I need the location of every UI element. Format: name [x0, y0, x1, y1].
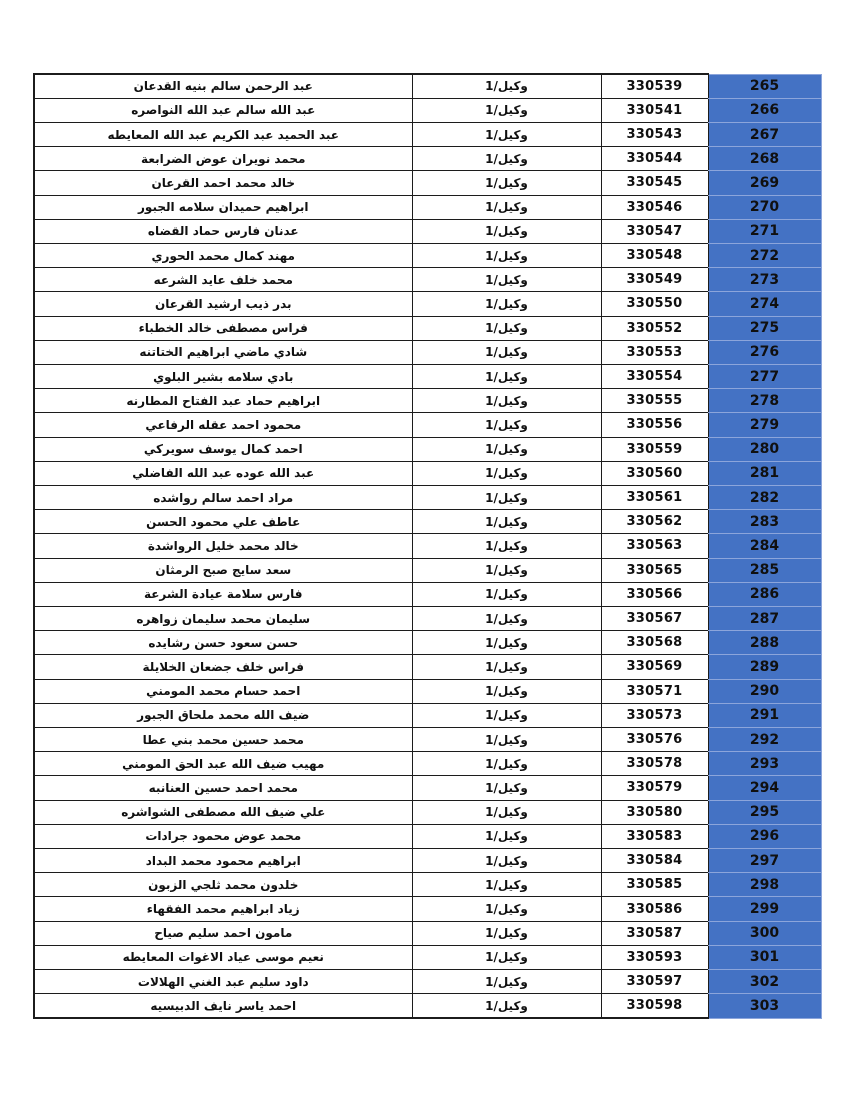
serial-number-cell: 303: [708, 994, 821, 1018]
role-cell: وكيل/1: [412, 897, 601, 921]
registration-id-cell: 330547: [601, 219, 708, 243]
registration-id-cell: 330569: [601, 655, 708, 679]
full-name-cell: سليمان محمد سليمان زواهره: [34, 606, 412, 630]
registration-id-cell: 330580: [601, 800, 708, 824]
full-name-cell: محمد نويران عوض الضرابعة: [34, 147, 412, 171]
full-name-cell: خالد محمد احمد القرعان: [34, 171, 412, 195]
full-name-cell: زياد ابراهيم محمد الفقهاء: [34, 897, 412, 921]
full-name-cell: عاطف علي محمود الحسن: [34, 510, 412, 534]
role-cell: وكيل/1: [412, 752, 601, 776]
serial-number-cell: 301: [708, 945, 821, 969]
role-cell: وكيل/1: [412, 413, 601, 437]
serial-number-cell: 265: [708, 74, 821, 98]
serial-number-cell: 289: [708, 655, 821, 679]
roster-table: [33, 73, 822, 1019]
table-row: [34, 873, 821, 897]
registration-id-cell: 330556: [601, 413, 708, 437]
registration-id-cell: 330553: [601, 340, 708, 364]
registration-id-cell: 330576: [601, 727, 708, 751]
registration-id-cell: 330597: [601, 970, 708, 994]
serial-number-cell: 268: [708, 147, 821, 171]
role-cell: وكيل/1: [412, 340, 601, 364]
full-name-cell: عبد الحميد عبد الكريم عبد الله المعايطه: [34, 122, 412, 146]
role-cell: وكيل/1: [412, 606, 601, 630]
table-row: [34, 994, 821, 1018]
registration-id-cell: 330543: [601, 122, 708, 146]
table-row: [34, 727, 821, 751]
serial-number-cell: 297: [708, 849, 821, 873]
role-cell: وكيل/1: [412, 147, 601, 171]
table-row: [34, 122, 821, 146]
table-row: [34, 849, 821, 873]
full-name-cell: محمد حسين محمد بني عطا: [34, 727, 412, 751]
role-cell: وكيل/1: [412, 655, 601, 679]
role-cell: وكيل/1: [412, 268, 601, 292]
role-cell: وكيل/1: [412, 558, 601, 582]
role-cell: وكيل/1: [412, 316, 601, 340]
registration-id-cell: 330541: [601, 98, 708, 122]
role-cell: وكيل/1: [412, 679, 601, 703]
table-row: [34, 437, 821, 461]
table-row: [34, 631, 821, 655]
full-name-cell: خلدون محمد ثلجي الزبون: [34, 873, 412, 897]
table-row: [34, 485, 821, 509]
serial-number-cell: 293: [708, 752, 821, 776]
role-cell: وكيل/1: [412, 389, 601, 413]
table-row: [34, 243, 821, 267]
serial-number-cell: 283: [708, 510, 821, 534]
full-name-cell: مراد احمد سالم رواشده: [34, 485, 412, 509]
table-row: [34, 316, 821, 340]
full-name-cell: نعيم موسى عياد الاغوات المعايطه: [34, 945, 412, 969]
registration-id-cell: 330598: [601, 994, 708, 1018]
full-name-cell: مامون احمد سليم صياح: [34, 921, 412, 945]
full-name-cell: عبد الله عوده عبد الله الفاضلي: [34, 461, 412, 485]
table-row: [34, 147, 821, 171]
table-row: [34, 558, 821, 582]
registration-id-cell: 330578: [601, 752, 708, 776]
full-name-cell: علي ضيف الله مصطفى الشواشره: [34, 800, 412, 824]
full-name-cell: محمد احمد حسين العنانبه: [34, 776, 412, 800]
registration-id-cell: 330562: [601, 510, 708, 534]
full-name-cell: احمد حسام محمد المومني: [34, 679, 412, 703]
table-row: [34, 776, 821, 800]
registration-id-cell: 330555: [601, 389, 708, 413]
registration-id-cell: 330546: [601, 195, 708, 219]
registration-id-cell: 330587: [601, 921, 708, 945]
role-cell: وكيل/1: [412, 970, 601, 994]
role-cell: وكيل/1: [412, 195, 601, 219]
serial-number-cell: 302: [708, 970, 821, 994]
registration-id-cell: 330571: [601, 679, 708, 703]
full-name-cell: محمد خلف عايد الشرعه: [34, 268, 412, 292]
serial-number-cell: 285: [708, 558, 821, 582]
table-row: [34, 970, 821, 994]
table-row: [34, 534, 821, 558]
serial-number-cell: 292: [708, 727, 821, 751]
serial-number-cell: 277: [708, 364, 821, 388]
registration-id-cell: 330566: [601, 582, 708, 606]
registration-id-cell: 330593: [601, 945, 708, 969]
role-cell: وكيل/1: [412, 243, 601, 267]
role-cell: وكيل/1: [412, 461, 601, 485]
serial-number-cell: 267: [708, 122, 821, 146]
registration-id-cell: 330560: [601, 461, 708, 485]
table-row: [34, 800, 821, 824]
full-name-cell: سعد سايج صبح الرمثان: [34, 558, 412, 582]
full-name-cell: فراس مصطفى خالد الخطباء: [34, 316, 412, 340]
role-cell: وكيل/1: [412, 776, 601, 800]
serial-number-cell: 282: [708, 485, 821, 509]
serial-number-cell: 274: [708, 292, 821, 316]
table-row: [34, 582, 821, 606]
table-row: [34, 74, 821, 98]
role-cell: وكيل/1: [412, 510, 601, 534]
registration-id-cell: 330579: [601, 776, 708, 800]
full-name-cell: ضيف الله محمد ملحاق الجبور: [34, 703, 412, 727]
serial-number-cell: 266: [708, 98, 821, 122]
table-row: [34, 703, 821, 727]
role-cell: وكيل/1: [412, 437, 601, 461]
role-cell: وكيل/1: [412, 292, 601, 316]
registration-id-cell: 330585: [601, 873, 708, 897]
role-cell: وكيل/1: [412, 534, 601, 558]
registration-id-cell: 330550: [601, 292, 708, 316]
registration-id-cell: 330559: [601, 437, 708, 461]
role-cell: وكيل/1: [412, 364, 601, 388]
full-name-cell: شادي ماضي ابراهيم الختاتنه: [34, 340, 412, 364]
registration-id-cell: 330545: [601, 171, 708, 195]
table-row: [34, 897, 821, 921]
registration-id-cell: 330554: [601, 364, 708, 388]
serial-number-cell: 276: [708, 340, 821, 364]
serial-number-cell: 270: [708, 195, 821, 219]
full-name-cell: احمد كمال يوسف سويركي: [34, 437, 412, 461]
role-cell: وكيل/1: [412, 849, 601, 873]
serial-number-cell: 290: [708, 679, 821, 703]
registration-id-cell: 330539: [601, 74, 708, 98]
serial-number-cell: 269: [708, 171, 821, 195]
full-name-cell: بادي سلامه بشير البلوي: [34, 364, 412, 388]
table-row: [34, 292, 821, 316]
table-row: [34, 389, 821, 413]
serial-number-cell: 299: [708, 897, 821, 921]
table-row: [34, 945, 821, 969]
table-row: [34, 98, 821, 122]
role-cell: وكيل/1: [412, 945, 601, 969]
role-cell: وكيل/1: [412, 873, 601, 897]
serial-number-cell: 294: [708, 776, 821, 800]
table-row: [34, 171, 821, 195]
serial-number-cell: 291: [708, 703, 821, 727]
table-row: [34, 461, 821, 485]
table-row: [34, 219, 821, 243]
full-name-cell: خالد محمد خليل الرواشدة: [34, 534, 412, 558]
serial-number-cell: 287: [708, 606, 821, 630]
role-cell: وكيل/1: [412, 98, 601, 122]
full-name-cell: محمود احمد عقله الرفاعي: [34, 413, 412, 437]
registration-id-cell: 330544: [601, 147, 708, 171]
table-row: [34, 824, 821, 848]
registration-id-cell: 330567: [601, 606, 708, 630]
role-cell: وكيل/1: [412, 800, 601, 824]
registration-id-cell: 330563: [601, 534, 708, 558]
serial-number-cell: 272: [708, 243, 821, 267]
full-name-cell: ابراهيم حماد عبد الفتاح المطارنه: [34, 389, 412, 413]
serial-number-cell: 284: [708, 534, 821, 558]
roster-table-body: [34, 74, 821, 1018]
serial-number-cell: 279: [708, 413, 821, 437]
role-cell: وكيل/1: [412, 631, 601, 655]
full-name-cell: ابراهيم حميدان سلامه الجبور: [34, 195, 412, 219]
table-row: [34, 268, 821, 292]
registration-id-cell: 330586: [601, 897, 708, 921]
role-cell: وكيل/1: [412, 485, 601, 509]
registration-id-cell: 330561: [601, 485, 708, 509]
full-name-cell: داود سليم عبد الغني الهلالات: [34, 970, 412, 994]
role-cell: وكيل/1: [412, 219, 601, 243]
serial-number-cell: 288: [708, 631, 821, 655]
registration-id-cell: 330549: [601, 268, 708, 292]
table-row: [34, 413, 821, 437]
role-cell: وكيل/1: [412, 824, 601, 848]
registration-id-cell: 330548: [601, 243, 708, 267]
full-name-cell: احمد ياسر نايف الدبيسيه: [34, 994, 412, 1018]
role-cell: وكيل/1: [412, 582, 601, 606]
full-name-cell: ابراهيم محمود محمد البداد: [34, 849, 412, 873]
full-name-cell: مهيب ضيف الله عبد الحق المومني: [34, 752, 412, 776]
full-name-cell: محمد عوض محمود جرادات: [34, 824, 412, 848]
table-row: [34, 921, 821, 945]
serial-number-cell: 278: [708, 389, 821, 413]
serial-number-cell: 271: [708, 219, 821, 243]
full-name-cell: عدنان فارس حماد القضاه: [34, 219, 412, 243]
registration-id-cell: 330568: [601, 631, 708, 655]
role-cell: وكيل/1: [412, 703, 601, 727]
role-cell: وكيل/1: [412, 727, 601, 751]
serial-number-cell: 273: [708, 268, 821, 292]
serial-number-cell: 300: [708, 921, 821, 945]
full-name-cell: عبد الرحمن سالم بنيه القدعان: [34, 74, 412, 98]
serial-number-cell: 296: [708, 824, 821, 848]
table-row: [34, 679, 821, 703]
role-cell: وكيل/1: [412, 74, 601, 98]
table-row: [34, 606, 821, 630]
registration-id-cell: 330573: [601, 703, 708, 727]
serial-number-cell: 281: [708, 461, 821, 485]
role-cell: وكيل/1: [412, 921, 601, 945]
role-cell: وكيل/1: [412, 994, 601, 1018]
serial-number-cell: 275: [708, 316, 821, 340]
table-row: [34, 655, 821, 679]
full-name-cell: عبد الله سالم عبد الله النواصره: [34, 98, 412, 122]
full-name-cell: بدر ذيب ارشيد القرعان: [34, 292, 412, 316]
registration-id-cell: 330584: [601, 849, 708, 873]
serial-number-cell: 280: [708, 437, 821, 461]
table-row: [34, 752, 821, 776]
table-row: [34, 510, 821, 534]
table-row: [34, 195, 821, 219]
role-cell: وكيل/1: [412, 122, 601, 146]
registration-id-cell: 330552: [601, 316, 708, 340]
table-row: [34, 364, 821, 388]
full-name-cell: حسن سعود حسن رشايده: [34, 631, 412, 655]
registration-id-cell: 330565: [601, 558, 708, 582]
serial-number-cell: 286: [708, 582, 821, 606]
registration-id-cell: 330583: [601, 824, 708, 848]
full-name-cell: فارس سلامة عيادة الشرعة: [34, 582, 412, 606]
serial-number-cell: 295: [708, 800, 821, 824]
serial-number-cell: 298: [708, 873, 821, 897]
table-row: [34, 340, 821, 364]
full-name-cell: مهند كمال محمد الحوري: [34, 243, 412, 267]
role-cell: وكيل/1: [412, 171, 601, 195]
full-name-cell: فراس خلف جضعان الخلايلة: [34, 655, 412, 679]
